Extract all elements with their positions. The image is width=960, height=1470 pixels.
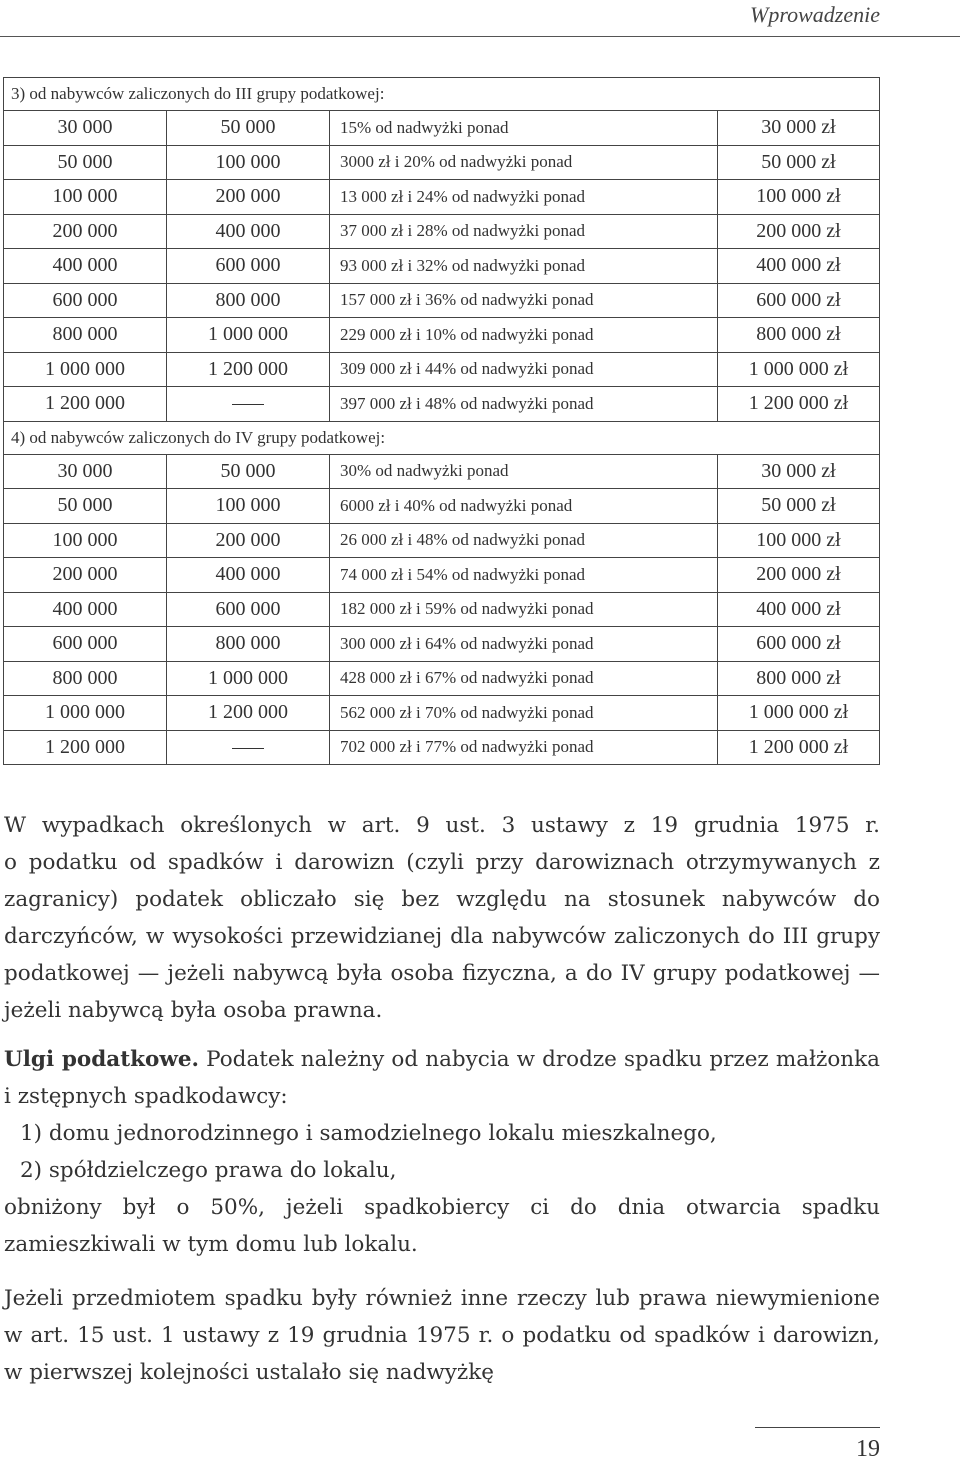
cell-to: 1 000 000 — [167, 661, 330, 696]
ulgi-after: obniżony był o 50%, jeżeli spadkobiercy ci do dnia otwarcia spadku zamieszkiwali w tym domu lub lokalu. — [4, 1195, 880, 1257]
cell-desc: 15% od nadwyżki ponad — [330, 111, 718, 146]
cell-desc: 300 000 zł i 64% od nadwyżki ponad — [330, 627, 718, 662]
table-row — [4, 730, 880, 765]
table-row — [4, 661, 880, 696]
table-row — [4, 180, 880, 215]
cell-to: 200 000 — [167, 523, 330, 558]
cell-desc: 229 000 zł i 10% od nadwyżki ponad — [330, 318, 718, 353]
cell-from: 1 200 000 — [4, 730, 167, 765]
cell-to: 1 000 000 — [167, 318, 330, 353]
table-group-heading-row — [4, 421, 880, 454]
cell-to: 100 000 — [167, 145, 330, 180]
cell-desc: 26 000 zł i 48% od nadwyżki ponad — [330, 523, 718, 558]
cell-from: 1 000 000 — [4, 352, 167, 387]
cell-base: 400 000 zł — [718, 249, 880, 284]
cell-from: 800 000 — [4, 661, 167, 696]
cell-to: 800 000 — [167, 283, 330, 318]
cell-to: 400 000 — [167, 558, 330, 593]
cell-desc: 30% od nadwyżki ponad — [330, 454, 718, 489]
paragraph-ulgi — [4, 1041, 880, 1115]
cell-base: 800 000 zł — [718, 661, 880, 696]
cell-desc: 397 000 zł i 48% od nadwyżki ponad — [330, 387, 718, 422]
cell-from: 600 000 — [4, 283, 167, 318]
cell-desc: 428 000 zł i 67% od nadwyżki ponad — [330, 661, 718, 696]
cell-base: 50 000 zł — [718, 489, 880, 524]
cell-from: 600 000 — [4, 627, 167, 662]
cell-desc: 13 000 zł i 24% od nadwyżki ponad — [330, 180, 718, 215]
table-row — [4, 592, 880, 627]
cell-to: 1 200 000 — [167, 696, 330, 731]
cell-base: 600 000 zł — [718, 627, 880, 662]
table-row — [4, 214, 880, 249]
table-row — [4, 696, 880, 731]
cell-from: 800 000 — [4, 318, 167, 353]
cell-base: 1 000 000 zł — [718, 352, 880, 387]
table-group-heading-row — [4, 78, 880, 111]
cell-base: 200 000 zł — [718, 558, 880, 593]
cell-desc: 6000 zł i 40% od nadwyżki ponad — [330, 489, 718, 524]
cell-from: 50 000 — [4, 489, 167, 524]
cell-base: 200 000 zł — [718, 214, 880, 249]
cell-from: 30 000 — [4, 111, 167, 146]
cell-base: 30 000 zł — [718, 111, 880, 146]
cell-base: 50 000 zł — [718, 145, 880, 180]
cell-base: 1 200 000 zł — [718, 387, 880, 422]
paragraph-3: Jeżeli przedmiotem spadku były również inne rzeczy lub prawa niewymienione w art. 15 ust. 1 ustawy z 19 grudnia 1975 r. o podatku od spadków i darowizn, w pierwszej kolejności ustalało się nadwyżkę — [4, 1286, 880, 1385]
cell-from: 30 000 — [4, 454, 167, 489]
table-row — [4, 627, 880, 662]
paragraph-1-rest: o podatku od spadków i darowizn (czyli przy darowiznach otrzymywanych z zagranicy) podatek obliczało się bez względu na stosunek nabywców do darczyńców, w wysokości przewidzianej dla nabywców zaliczonych do III grupy podatkowej — jeżeli nabywcą była osoba fizyczna, a do IV grupy podatkowej — jeżeli nabywcą była osoba prawna. — [4, 850, 880, 1023]
group-heading: 3) od nabywców zaliczonych do III grupy podatkowej: — [4, 78, 880, 111]
cell-base: 100 000 zł — [718, 523, 880, 558]
group-heading: 4) od nabywców zaliczonych do IV grupy podatkowej: — [4, 421, 880, 454]
cell-from: 1 000 000 — [4, 696, 167, 731]
cell-desc: 93 000 zł i 32% od nadwyżki ponad — [330, 249, 718, 284]
cell-base: 400 000 zł — [718, 592, 880, 627]
table-row — [4, 249, 880, 284]
list-item-2: 2) spółdzielczego prawa do lokalu, — [20, 1158, 397, 1183]
footer-rule — [755, 1427, 880, 1428]
table-row — [4, 489, 880, 524]
list-item-1: 1) domu jednorodzinnego i samodzielnego lokalu mieszkalnego, — [20, 1121, 717, 1146]
cell-from: 200 000 — [4, 558, 167, 593]
cell-to: 50 000 — [167, 111, 330, 146]
paragraph-1 — [4, 807, 880, 1029]
cell-to: 50 000 — [167, 454, 330, 489]
cell-to: 100 000 — [167, 489, 330, 524]
cell-base: 1 200 000 zł — [718, 730, 880, 765]
cell-desc: 309 000 zł i 44% od nadwyżki ponad — [330, 352, 718, 387]
cell-from: 50 000 — [4, 145, 167, 180]
cell-to: 1 200 000 — [167, 352, 330, 387]
cell-base: 800 000 zł — [718, 318, 880, 353]
cell-desc: 37 000 zł i 28% od nadwyżki ponad — [330, 214, 718, 249]
cell-desc: 702 000 zł i 77% od nadwyżki ponad — [330, 730, 718, 765]
cell-desc: 182 000 zł i 59% od nadwyżki ponad — [330, 592, 718, 627]
table-row — [4, 111, 880, 146]
table-row — [4, 523, 880, 558]
dash-mark — [232, 748, 264, 749]
tax-rate-table — [3, 77, 880, 765]
cell-from: 200 000 — [4, 214, 167, 249]
table-row — [4, 558, 880, 593]
cell-desc: 562 000 zł i 70% od nadwyżki ponad — [330, 696, 718, 731]
cell-base: 1 000 000 zł — [718, 696, 880, 731]
cell-from: 100 000 — [4, 180, 167, 215]
cell-from: 100 000 — [4, 523, 167, 558]
page-number: 19 — [856, 1436, 880, 1462]
cell-to: 600 000 — [167, 592, 330, 627]
cell-to: 800 000 — [167, 627, 330, 662]
paragraph-1-first-line: W wypadkach określonych w art. 9 ust. 3 ustawy z 19 grudnia 1975 r. — [4, 813, 880, 838]
body-text — [4, 807, 880, 1391]
cell-desc: 74 000 zł i 54% od nadwyżki ponad — [330, 558, 718, 593]
cell-from: 400 000 — [4, 249, 167, 284]
cell-from: 400 000 — [4, 592, 167, 627]
table-row — [4, 283, 880, 318]
cell-to — [167, 730, 330, 765]
table-row — [4, 145, 880, 180]
cell-to: 400 000 — [167, 214, 330, 249]
cell-to: 600 000 — [167, 249, 330, 284]
cell-desc: 157 000 zł i 36% od nadwyżki ponad — [330, 283, 718, 318]
cell-base: 100 000 zł — [718, 180, 880, 215]
cell-to: 200 000 — [167, 180, 330, 215]
header-title: Wprowadzenie — [750, 2, 880, 27]
cell-desc: 3000 zł i 20% od nadwyżki ponad — [330, 145, 718, 180]
table-row — [4, 352, 880, 387]
cell-base: 30 000 zł — [718, 454, 880, 489]
page-header — [0, 0, 960, 37]
cell-to — [167, 387, 330, 422]
table-row — [4, 318, 880, 353]
cell-from: 1 200 000 — [4, 387, 167, 422]
dash-mark — [232, 404, 264, 405]
cell-base: 600 000 zł — [718, 283, 880, 318]
table-row — [4, 454, 880, 489]
ulgi-text: Podatek należny od nabycia w drodze spadku przez małżonka i zstępnych spadkodawcy: — [4, 1047, 880, 1109]
ulgi-title: Ulgi podatkowe. — [4, 1047, 200, 1072]
table-row — [4, 387, 880, 422]
